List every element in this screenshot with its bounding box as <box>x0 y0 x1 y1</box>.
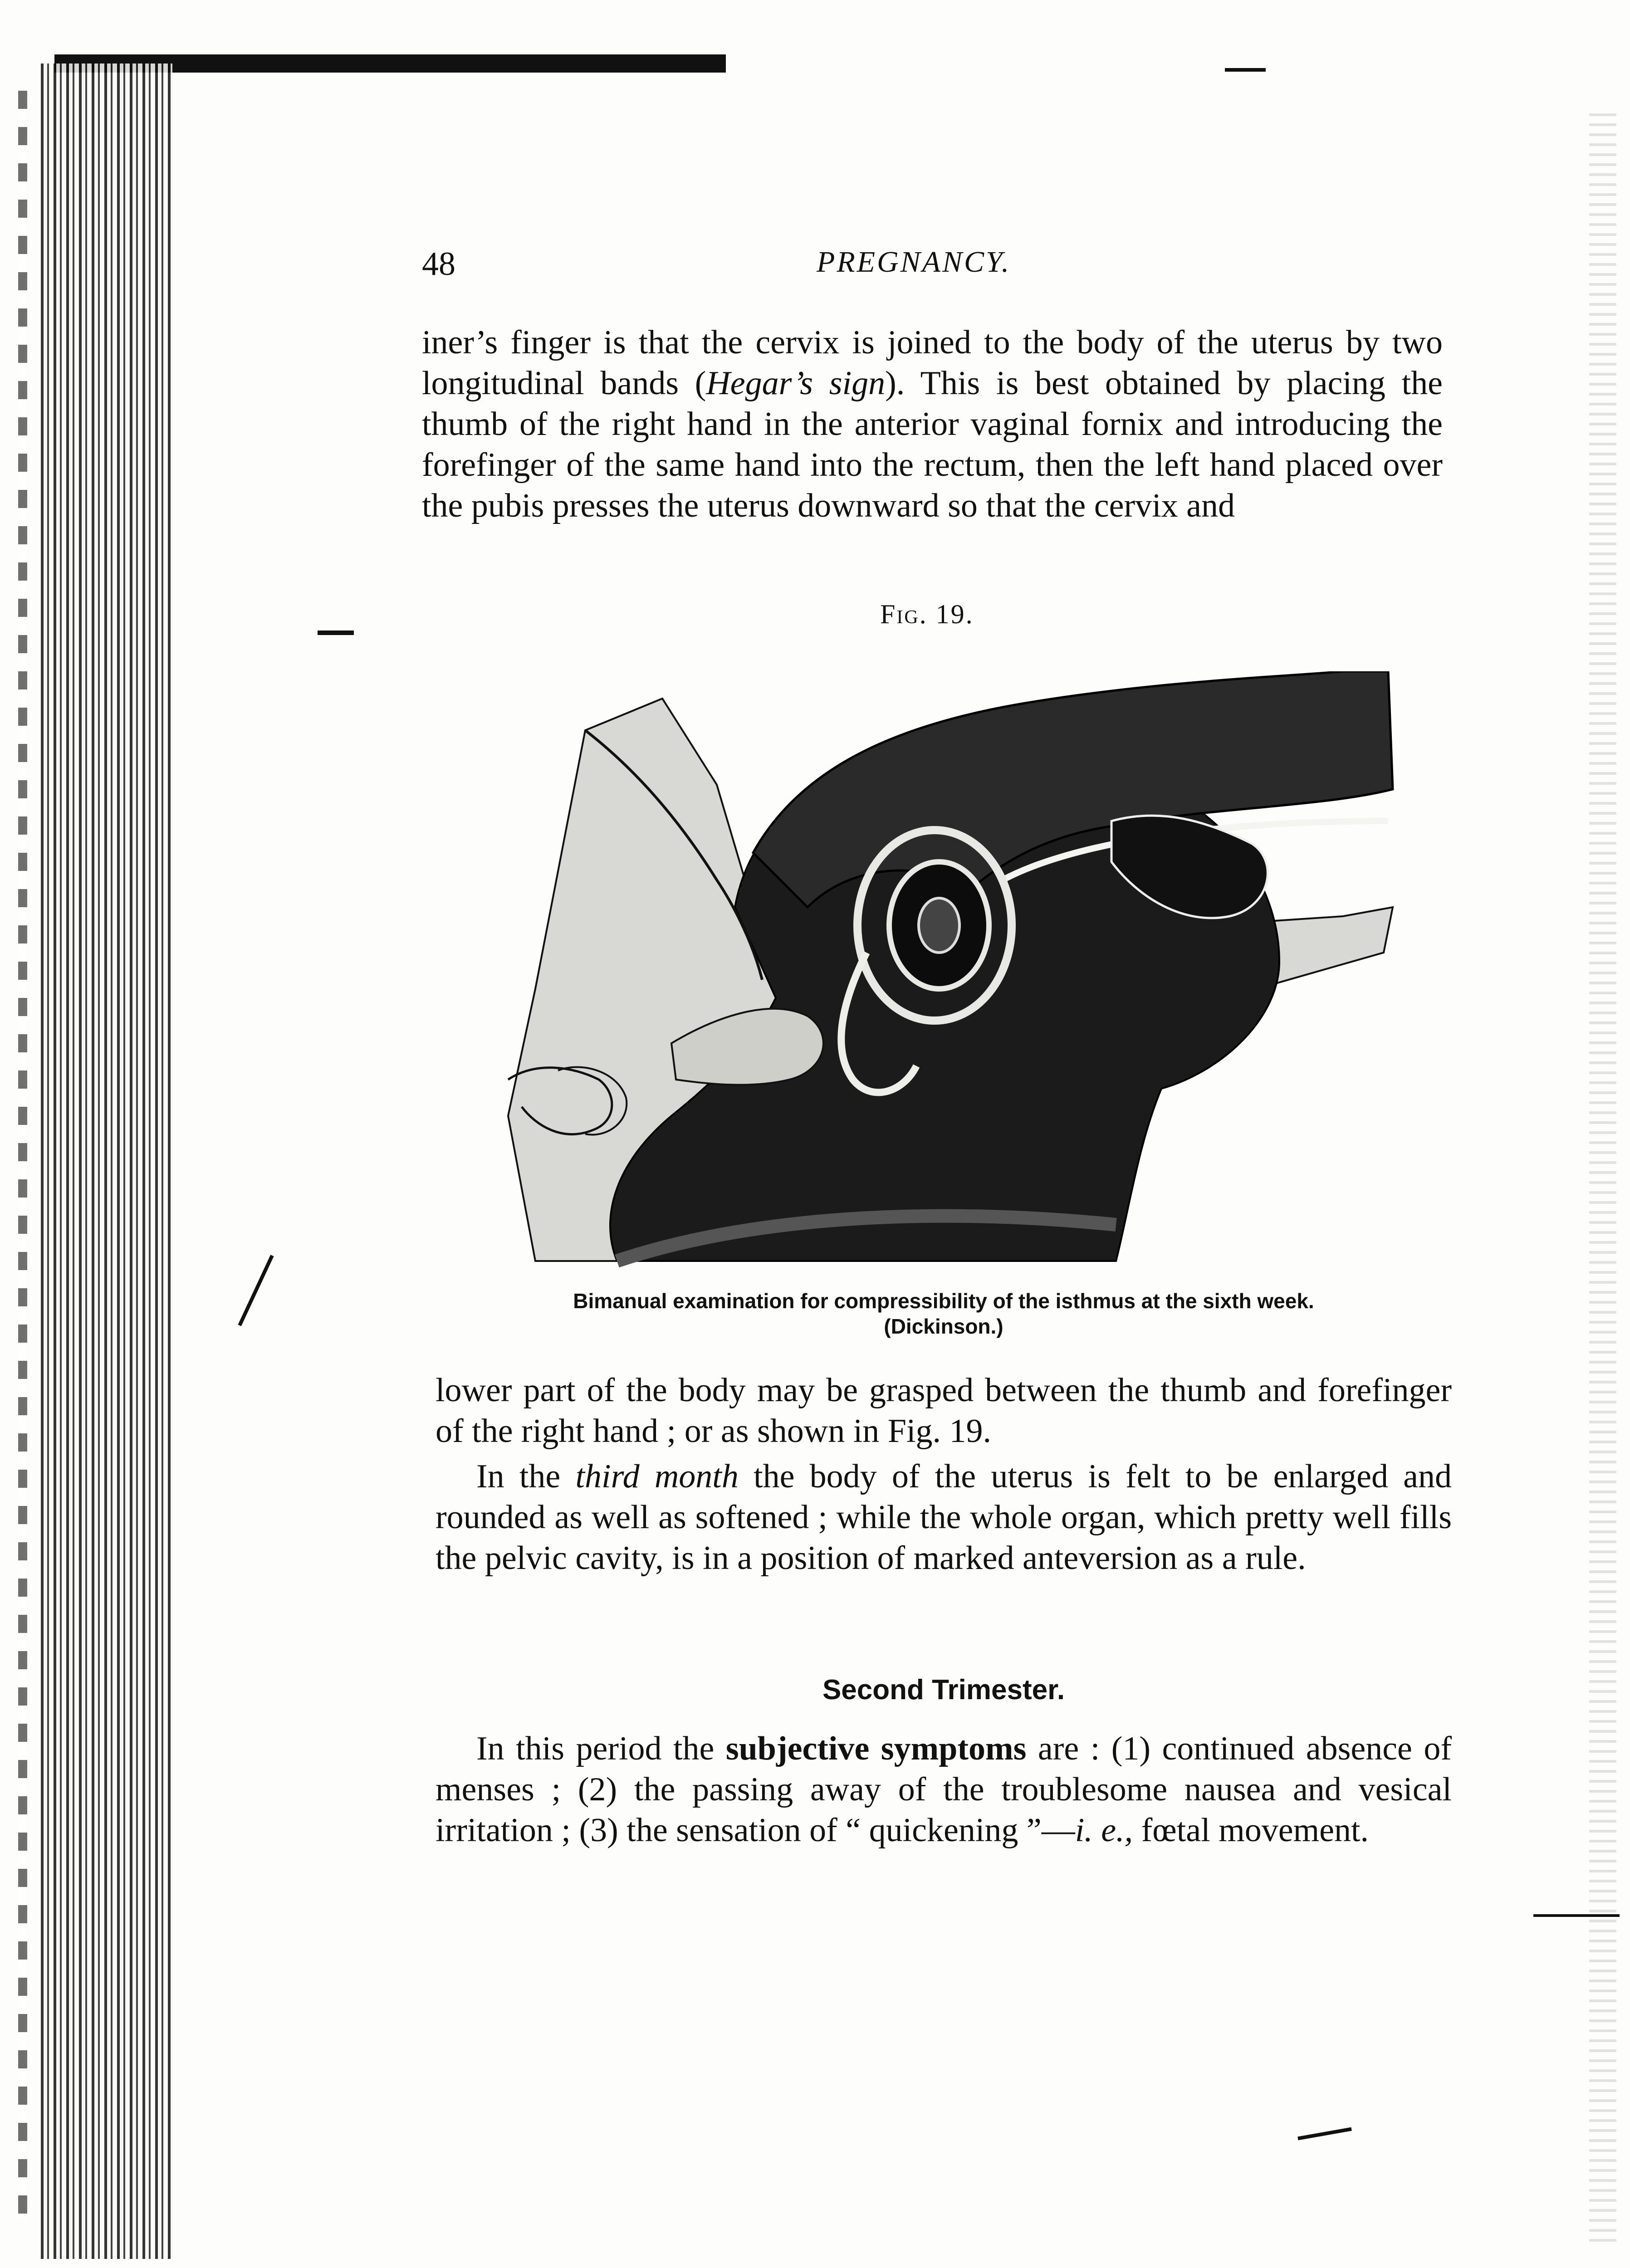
paragraph-bold: subjective symptoms <box>725 1730 1027 1767</box>
paragraph-text: fœtal movement. <box>1133 1812 1369 1849</box>
paragraph-text: the body of the uterus is felt to be enlarged and rounded as well as softened ; while the whole organ, which pretty well fills the pelvic cavity, is in a position of marked anteversion as a rule. <box>436 1458 1452 1577</box>
scan-speck <box>1533 1914 1620 1917</box>
figure-caption-line: Bimanual examination for compressibility of the isthmus at the sixth week. <box>573 1289 1314 1313</box>
scan-speck <box>318 631 354 635</box>
figure-caption-credit: (Dickinson.) <box>884 1315 1003 1338</box>
scan-speck <box>1225 68 1266 72</box>
paragraph-text: iner’s finger is that the cervix is joined to the body of the uterus by two longitudinal bands ( <box>422 324 1443 402</box>
paragraph-continued <box>422 322 1443 526</box>
paragraph-italic: i. e., <box>1075 1812 1133 1849</box>
running-title: PREGNANCY. <box>817 245 1011 279</box>
paragraph-italic: Hegar’s sign <box>706 365 886 402</box>
section-heading: Second Trimester. <box>822 1674 1065 1706</box>
figure-caption <box>454 1288 1434 1339</box>
paragraph-text: In this period the <box>476 1730 726 1767</box>
paragraph <box>436 1370 1452 1452</box>
paragraph-text: are : (1) continued absence of menses ; (2) the passing away of the troublesome nausea and vesical irritation ; (3) the sensation of “ quickening ”— <box>436 1730 1452 1849</box>
running-head <box>422 245 1447 286</box>
binding-outer-edge <box>18 91 27 2223</box>
book-binding-edge <box>41 64 172 2259</box>
scan-speck <box>1297 2127 1352 2141</box>
paragraph-text: In the <box>476 1458 576 1495</box>
paragraph-text: lower part of the body may be grasped between the thumb and forefinger of the right hand ; or as shown in Fig. 19. <box>436 1372 1452 1450</box>
bimanual-exam-engraving <box>481 671 1420 1275</box>
figure-label: Fig. 19. <box>880 599 974 629</box>
paragraph <box>436 1456 1452 1579</box>
paragraph <box>436 1728 1452 1851</box>
figure-illustration <box>481 671 1420 1275</box>
paragraph-italic: third month <box>575 1458 739 1495</box>
paragraph-text: ). This is best obtained by placing the thumb of the right hand in the anterior vaginal fornix and introducing the forefinger of the same hand into the rectum, then the left hand placed over the pubis presses the uterus downward so that the cervix and <box>422 365 1443 524</box>
page-right-edge-noise <box>1589 113 1616 2245</box>
scan-speck <box>238 1255 274 1326</box>
page-number: 48 <box>422 245 455 283</box>
